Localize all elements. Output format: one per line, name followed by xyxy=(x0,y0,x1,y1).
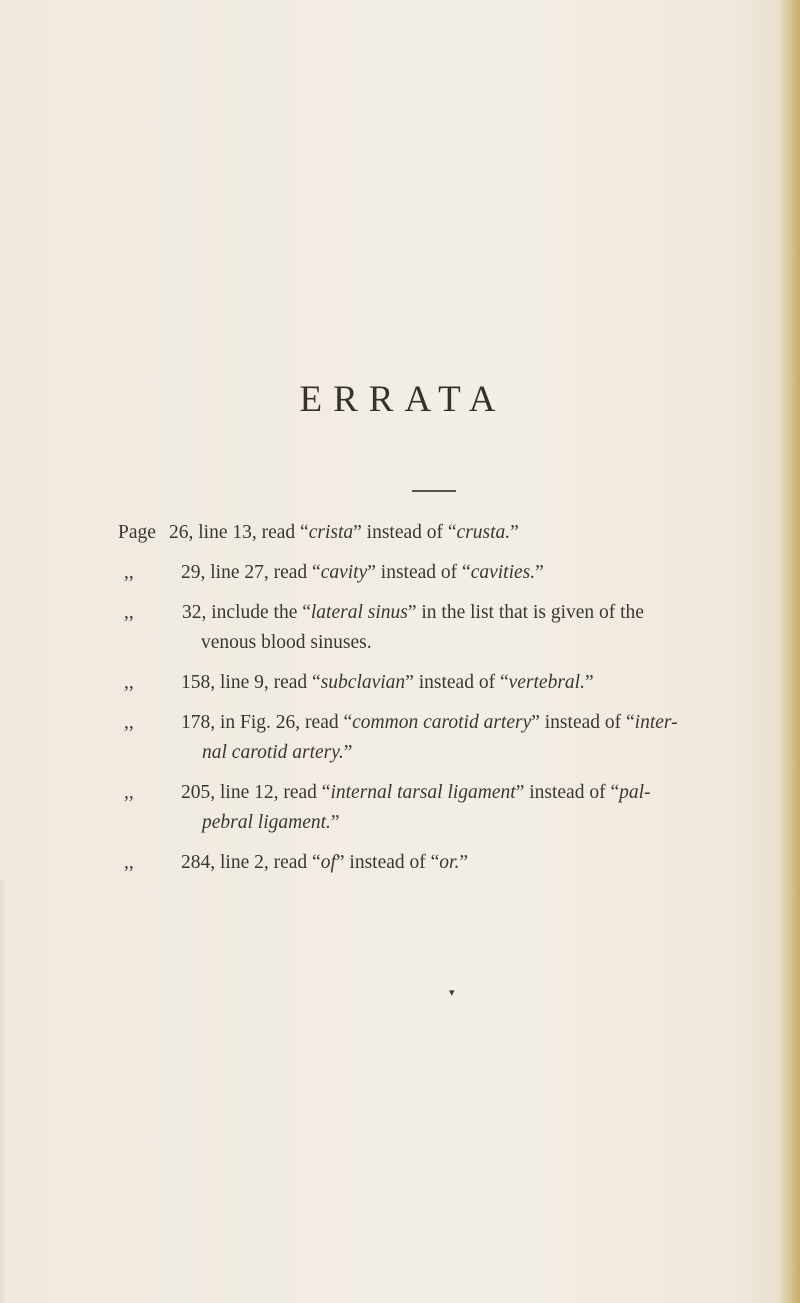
errata-entry xyxy=(124,593,774,657)
entry-text: 205, line 12, read “internal tarsal ligament” instead of “pal- xyxy=(181,782,651,803)
entry-text: 32, include the “lateral sinus” in the list that is given of the xyxy=(182,602,644,623)
errata-entry xyxy=(124,663,774,703)
entry-continuation: nal carotid artery.” xyxy=(202,742,353,763)
page-label: Page xyxy=(118,522,156,543)
ditto-mark: ,, xyxy=(124,712,134,733)
errata-entry xyxy=(124,843,774,883)
entry-text: 284, line 2, read “of” instead of “or.” xyxy=(181,852,469,873)
entry-text: 29, line 27, read “cavity” instead of “cavities.” xyxy=(181,562,544,583)
entry-continuation: pebral ligament.” xyxy=(202,812,340,833)
entry-text: 178, in Fig. 26, read “common carotid artery” instead of “inter- xyxy=(181,712,678,733)
errata-entry xyxy=(124,703,774,767)
ditto-mark: ,, xyxy=(124,852,134,873)
title-rule xyxy=(412,490,456,492)
ditto-mark: ,, xyxy=(124,672,134,693)
page-title: ERRATA xyxy=(299,379,507,420)
ditto-mark: ,, xyxy=(124,562,134,583)
page-edge-shadow xyxy=(778,0,800,1303)
errata-entry xyxy=(124,553,774,593)
ditto-mark: ,, xyxy=(124,602,134,623)
entry-continuation: venous blood sinuses. xyxy=(201,632,372,653)
errata-entry xyxy=(124,773,774,837)
entry-text: 26, line 13, read “crista” instead of “crusta.” xyxy=(169,522,519,543)
errata-list xyxy=(118,513,774,883)
page-edge-left xyxy=(0,880,6,1303)
entry-text: 158, line 9, read “subclavian” instead of “vertebral.” xyxy=(181,672,594,693)
ditto-mark: ,, xyxy=(124,782,134,803)
printer-mark: ▾ xyxy=(449,987,455,999)
errata-entry xyxy=(118,513,774,553)
